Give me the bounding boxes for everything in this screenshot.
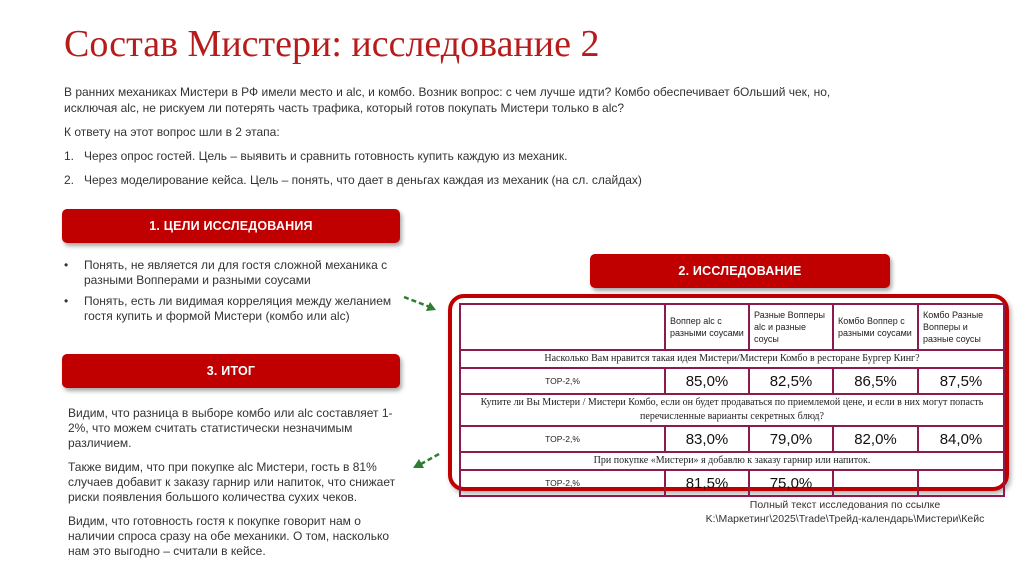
research-header: 2. ИССЛЕДОВАНИЕ xyxy=(590,254,890,288)
value-cell: 85,0% xyxy=(665,368,749,394)
value-cell: 82,5% xyxy=(749,368,833,394)
footnote-path-link[interactable]: K:\Маркетинг\2025\Trade\Трейд-календарь\Мистери\Кейс xyxy=(705,513,985,525)
goals-item-text: Понять, не является ли для гостя сложной механика с разными Вопперами и разными соусами xyxy=(84,258,388,287)
value-cell: 79,0% xyxy=(749,426,833,452)
survey-table xyxy=(459,303,1005,497)
value-cell: 84,0% xyxy=(918,426,1004,452)
value-cell: 81,5% xyxy=(665,470,749,496)
column-header: Воппер alc с разными соусами xyxy=(665,304,749,350)
intro-step xyxy=(64,148,884,164)
bullet-icon: • xyxy=(64,294,69,308)
step-text: Через моделирование кейса. Цель – понять, что дает в деньгах каждая из механик (на сл. слайдах) xyxy=(84,173,642,187)
column-header: Разные Вопперы alc и разные соусы xyxy=(749,304,833,350)
intro-stages-lead: К ответу на этот вопрос шли в 2 этапа: xyxy=(64,125,280,139)
intro-paragraph: В ранних механиках Мистери в РФ имели место и alc, и комбо. Возник вопрос: с чем лучше идти? Комбо обеспечивает бОльший чек, но, исключая alc, не рискуем ли потерять часть трафика, который готов покупать Мистери только в alc? xyxy=(64,85,831,115)
table-row xyxy=(460,470,1004,496)
value-cell xyxy=(918,470,1004,496)
question-text: Насколько Вам нравится такая идея Мистери/Мистери Комбо в ресторане Бургер Кинг? xyxy=(460,350,1004,368)
result-section xyxy=(68,406,402,568)
question-text: Купите ли Вы Мистери / Мистери Комбо, если он будет продаваться по приемлемой цене, и если в них могут попасть перечисленные варианты секретных блюд? xyxy=(460,394,1004,426)
question-row xyxy=(460,394,1004,426)
page-title: Состав Мистери: исследование 2 xyxy=(64,23,600,65)
question-row xyxy=(460,452,1004,470)
goals-list xyxy=(64,258,404,330)
table-corner-cell xyxy=(460,304,665,350)
metric-label: TOP-2,% xyxy=(460,470,665,496)
value-cell: 82,0% xyxy=(833,426,918,452)
value-cell xyxy=(833,470,918,496)
step-number: 2. xyxy=(64,173,75,187)
table-row xyxy=(460,426,1004,452)
result-header: 3. ИТОГ xyxy=(62,354,400,388)
result-paragraph: Также видим, что при покупке alc Мистери, гость в 81% случаев добавит к заказу гарнир или напиток, что снижает риски появления большого количества сухих чеков. xyxy=(68,460,396,504)
question-text: При покупке «Мистери» я добавлю к заказу гарнир или напиток. xyxy=(460,452,1004,470)
bullet-icon: • xyxy=(64,258,69,272)
column-header: Комбо Воппер с разными соусами xyxy=(833,304,918,350)
value-cell: 75,0% xyxy=(749,470,833,496)
step-text: Через опрос гостей. Цель – выявить и сравнить готовность купить каждую из механик. xyxy=(84,149,568,163)
goals-header: 1. ЦЕЛИ ИССЛЕДОВАНИЯ xyxy=(62,209,400,243)
result-paragraph: Видим, что разница в выборе комбо или alc составляет 1-2%, что можем считать статистически незначимым различием. xyxy=(68,406,393,450)
goals-item xyxy=(64,258,404,288)
footnote xyxy=(700,498,990,526)
value-cell: 87,5% xyxy=(918,368,1004,394)
footnote-caption: Полный текст исследования по ссылке xyxy=(749,499,941,511)
result-paragraph: Видим, что готовность гостя к покупке говорит нам о наличии спроса сразу на обе механики. О том, насколько нам это выгодно – считали в кейсе. xyxy=(68,514,389,558)
intro-section xyxy=(64,84,884,196)
goals-item xyxy=(64,294,404,324)
table-row xyxy=(460,368,1004,394)
metric-label: TOP-2,% xyxy=(460,368,665,394)
metric-label: TOP-2,% xyxy=(460,426,665,452)
arrow-left-down-icon xyxy=(410,451,442,473)
value-cell: 86,5% xyxy=(833,368,918,394)
question-row xyxy=(460,350,1004,368)
column-header: Комбо Разные Вопперы и разные соусы xyxy=(918,304,1004,350)
arrow-right-down-icon xyxy=(400,292,440,314)
step-number: 1. xyxy=(64,149,75,163)
goals-item-text: Понять, есть ли видимая корреляция между желанием гостя купить и формой Мистери (комбо или alc) xyxy=(84,294,392,323)
intro-step xyxy=(64,172,884,188)
value-cell: 83,0% xyxy=(665,426,749,452)
table-header-row xyxy=(460,304,1004,350)
